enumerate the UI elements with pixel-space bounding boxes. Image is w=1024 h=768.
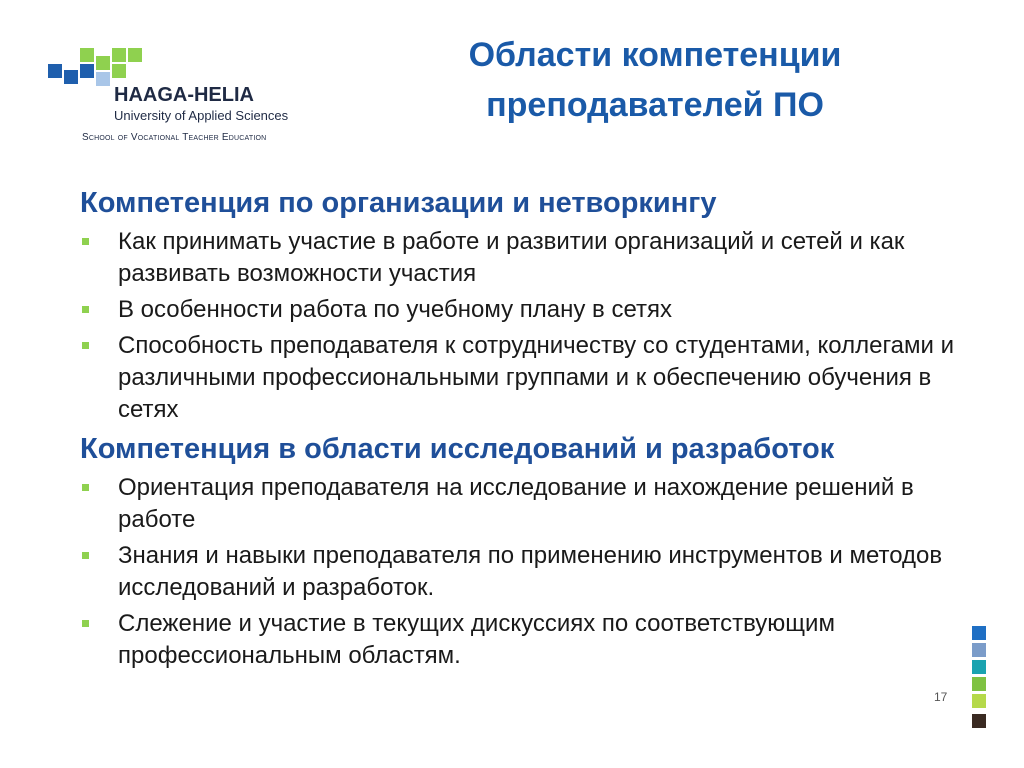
slide-title-line-2: преподавателей ПО [486, 86, 824, 124]
page-number: 17 [934, 690, 948, 704]
section-heading-networking: Компетенция по организации и нетворкингу [80, 187, 717, 219]
edge-square [972, 677, 986, 691]
list-item [80, 330, 980, 426]
list-item-text: Ориентация преподавателя на исследование и нахождение решений в работе [118, 474, 914, 533]
section-list-research [80, 472, 980, 672]
edge-square [972, 643, 986, 657]
logo-subtitle: University of Applied Sciences [114, 108, 289, 123]
list-item-text: В особенности работа по учебному плану в сетях [118, 296, 672, 323]
edge-square [972, 660, 986, 674]
list-item-text: Знания и навыки преподавателя по применению инструментов и методов исследований и разработок. [118, 542, 943, 601]
list-item-text: Как принимать участие в работе и развитии организаций и сетей и как развивать возможности участия [118, 228, 905, 287]
edge-square [972, 694, 986, 708]
logo-school: School of Vocational Teacher Education [82, 132, 267, 143]
list-item [80, 540, 980, 604]
section-list-networking [80, 226, 980, 426]
bullet-square-icon [82, 552, 89, 559]
list-item [80, 472, 980, 536]
bullet-square-icon [82, 342, 89, 349]
bullet-square-icon [82, 484, 89, 491]
list-item-text: Способность преподавателя к сотрудничеству со студентами, коллегами и различными профессиональными группами и к обеспечению обучения в сетях [118, 332, 955, 423]
bullet-square-icon [82, 620, 89, 627]
logo-name: HAAGA-HELIA [114, 84, 254, 106]
edge-squares-decoration [972, 626, 986, 726]
haaga-helia-logo [48, 44, 298, 154]
bullet-square-icon [82, 238, 89, 245]
slide-content [80, 186, 980, 678]
list-item [80, 226, 980, 290]
list-item [80, 608, 980, 672]
edge-square [972, 714, 986, 728]
slide-title [360, 30, 950, 130]
bullet-square-icon [82, 306, 89, 313]
section-heading-research: Компетенция в области исследований и разработок [80, 433, 835, 465]
list-item-text: Слежение и участие в текущих дискуссиях по соответствующим профессиональным областям. [118, 610, 835, 669]
edge-square [972, 626, 986, 640]
slide-title-line-1: Области компетенции [468, 36, 842, 74]
list-item [80, 294, 980, 326]
